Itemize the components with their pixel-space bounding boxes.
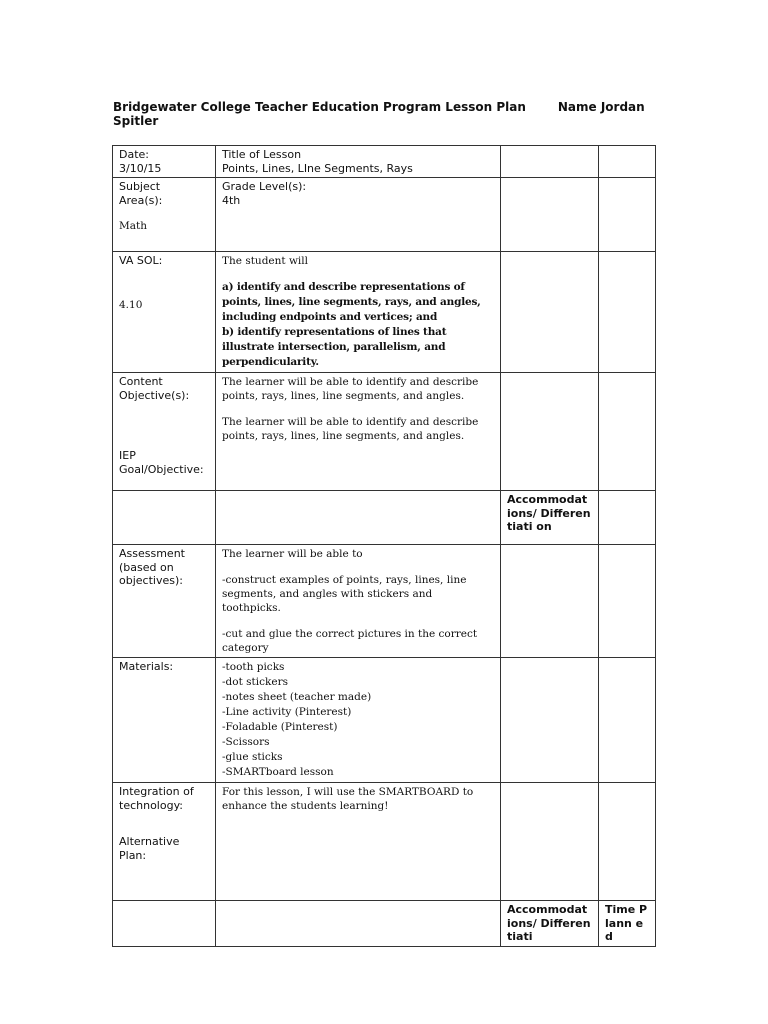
document-title: Bridgewater College Teacher Education Program Lesson Plan	[113, 100, 526, 114]
alternative-plan-label-line1: Alternative	[119, 835, 180, 848]
lesson-plan-table	[112, 145, 656, 947]
assessment-label-line3: objectives):	[119, 574, 183, 587]
content-objective-2: The learner will be able to identify and describe points, rays, lines, line segments, and angles.	[222, 416, 479, 442]
assessment-item-2: -cut and glue the correct pictures in the correct category	[222, 628, 478, 654]
subject-label-line2: Area(s):	[119, 193, 163, 207]
date-label: Date:	[119, 148, 149, 161]
grade-cell	[216, 178, 501, 252]
empty-cell	[216, 491, 501, 545]
technology-label-cell	[113, 783, 216, 901]
alternative-plan-label-line2: Plan:	[119, 848, 147, 862]
list-item: -Foladable (Pinterest)	[222, 721, 338, 733]
empty-cell	[501, 658, 599, 783]
table-row-accommodations	[113, 491, 656, 545]
empty-cell	[501, 178, 599, 252]
list-item: -dot stickers	[222, 676, 288, 688]
iep-label-line2: Goal/Objective:	[119, 462, 204, 476]
sol-item-b: b) identify representations of lines that illustrate intersection, parallelism, and perpendicularity.	[222, 326, 447, 368]
content-objective-label-line1: Content	[119, 375, 163, 388]
empty-cell	[599, 545, 656, 658]
empty-cell	[501, 146, 599, 178]
author-name: Name Jordan	[557, 100, 645, 114]
sol-label: VA SOL:	[119, 254, 163, 267]
grade-label: Grade Level(s):	[222, 180, 307, 193]
table-row-subject	[113, 178, 656, 252]
accommodations-header: Accommodat ions/ Differentiati	[501, 901, 599, 947]
time-planned-header: Time Plann ed	[599, 901, 656, 947]
author-name-continued: Spitler	[113, 114, 159, 128]
lesson-title-cell	[216, 146, 501, 178]
date-cell	[113, 146, 216, 178]
assessment-intro: The learner will be able to	[222, 548, 363, 560]
sol-description-cell	[216, 252, 501, 373]
list-item: -SMARTboard lesson	[222, 766, 334, 778]
date-value: 3/10/15	[119, 161, 162, 175]
empty-cell	[501, 545, 599, 658]
table-row-technology	[113, 783, 656, 901]
lesson-title-value: Points, Lines, LIne Segments, Rays	[222, 161, 413, 175]
sol-cell	[113, 252, 216, 373]
table-row-date	[113, 146, 656, 178]
materials-label: Materials:	[113, 658, 216, 783]
empty-cell	[599, 146, 656, 178]
empty-cell	[216, 901, 501, 947]
table-row-materials	[113, 658, 656, 783]
accommodations-header: Accommodat ions/ Differentiati on	[501, 491, 599, 545]
assessment-item-1: -construct examples of points, rays, lines, line segments, and angles with stickers and toothpicks.	[222, 574, 467, 614]
assessment-label-line1: Assessment	[119, 547, 185, 560]
empty-cell	[501, 373, 599, 491]
empty-cell	[599, 178, 656, 252]
empty-cell	[113, 901, 216, 947]
sol-item-a: a) identify and describe representations of points, lines, line segments, rays, and angles, including endpoints and vertices; and	[222, 281, 481, 323]
list-item: -Scissors	[222, 736, 270, 748]
empty-cell	[501, 252, 599, 373]
list-item: -glue sticks	[222, 751, 283, 763]
table-row-assessment	[113, 545, 656, 658]
table-row-sol	[113, 252, 656, 373]
content-objective-cell	[216, 373, 501, 491]
sol-value: 4.10	[119, 298, 143, 311]
empty-cell	[113, 491, 216, 545]
subject-value: Math	[119, 220, 147, 232]
list-item: -tooth picks	[222, 661, 285, 673]
content-objective-label-cell	[113, 373, 216, 491]
content-objective-label-line2: Objective(s):	[119, 388, 190, 402]
table-row-content-objectives	[113, 373, 656, 491]
assessment-label-cell	[113, 545, 216, 658]
table-row-accommodations-time	[113, 901, 656, 947]
grade-value: 4th	[222, 193, 241, 207]
list-item: -notes sheet (teacher made)	[222, 691, 372, 703]
empty-cell	[599, 658, 656, 783]
iep-label-line1: IEP	[119, 449, 136, 462]
assessment-cell	[216, 545, 501, 658]
subject-cell	[113, 178, 216, 252]
empty-cell	[599, 252, 656, 373]
sol-intro: The student will	[222, 255, 309, 267]
content-objective-1: The learner will be able to identify and describe points, rays, lines, line segments, and angles.	[222, 376, 479, 402]
empty-cell	[599, 783, 656, 901]
empty-cell	[599, 491, 656, 545]
empty-cell	[501, 783, 599, 901]
technology-cell: For this lesson, I will use the SMARTBOARD to enhance the students learning!	[216, 783, 501, 901]
technology-label-line1: Integration of	[119, 785, 194, 798]
list-item: -Line activity (Pinterest)	[222, 706, 352, 718]
empty-cell	[599, 373, 656, 491]
assessment-label-line2: (based on	[119, 560, 174, 574]
materials-cell	[216, 658, 501, 783]
technology-label-line2: technology:	[119, 798, 183, 812]
page-header	[113, 100, 673, 128]
lesson-title-label: Title of Lesson	[222, 148, 302, 161]
subject-label-line1: Subject	[119, 180, 161, 193]
